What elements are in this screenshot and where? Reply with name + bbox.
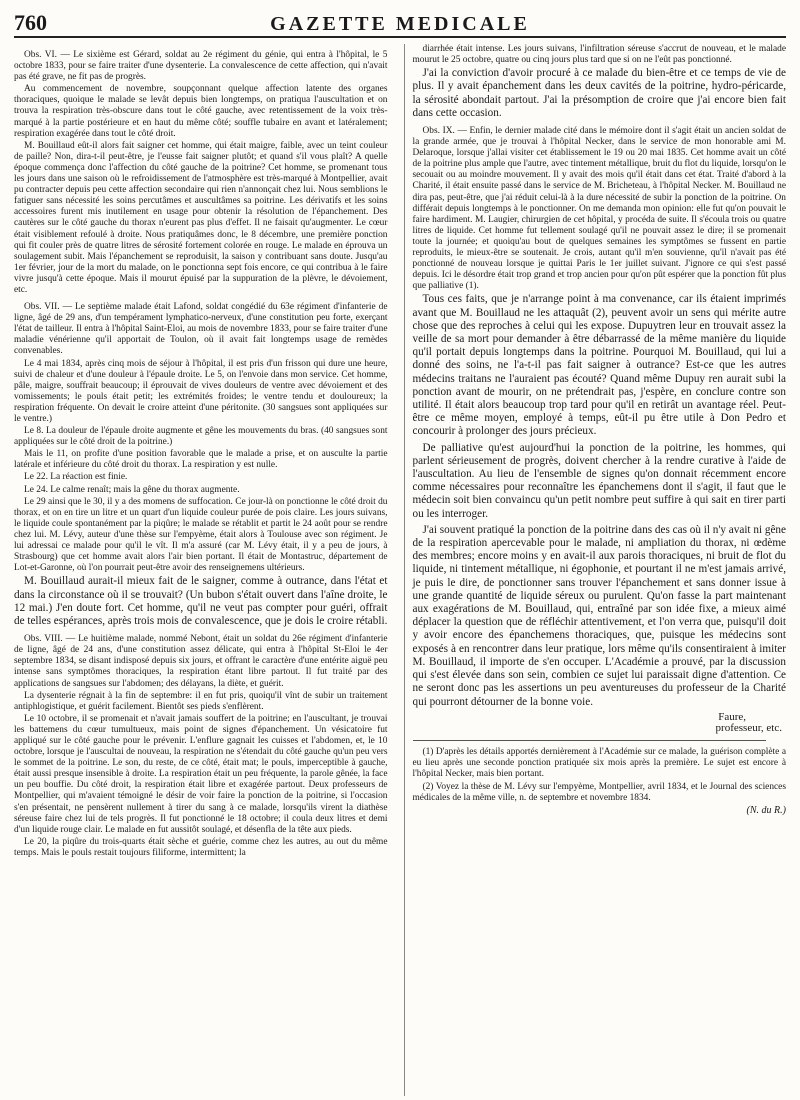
- article-paragraph: Obs. VIII. — Le huitième malade, nommé Nebont, était un soldat du 26e régiment d'infanterie de ligne, âgé de 24 ans, d'une constitution assez délicate, qui entra à l'hôpital St-Eloi le 4er septembre 1834, se disant indisposé depuis six jours, et offrant le caractère d'une entérite aiguë peu intense sans symptômes thoraciques, la respiration étant libre partout. Il fut traité par des applications de sangsues sur l'abdomen; des délayans, la diète, et guérit.: [14, 634, 388, 689]
- footnote: (1) D'après les détails apportés dernièrement à l'Académie sur ce malade, la guérison complète a eu lieu après une seconde ponction pratiquée six mois après la première. Le sujet est encore à l'hôpital Necker, mais bien portant.: [412, 746, 786, 780]
- footnote-separator: [413, 740, 767, 741]
- footnote: (2) Voyez la thèse de M. Lévy sur l'empyème, Montpellier, avril 1834, et le Journal des sciences médicales de la même ville, n. de septembre et novembre 1834.: [412, 781, 786, 803]
- article-paragraph: Le 8. La douleur de l'épaule droite augmente et gêne les mouvements du bras. (40 sangsues sont appliquées sur le côté droit de la poitrine.): [14, 426, 388, 448]
- page-number: 760: [14, 10, 47, 35]
- article-paragraph: M. Bouillaud aurait-il mieux fait de le saigner, comme à outrance, dans l'état et dans la circonstance où il se trouvait? (Un bubon s'était ouvert dans l'aîne droite, le 12 mai.) J'en doute fort. Cet homme, qu'il ne veut pas compter pour guéri, offrait de telles espérances, après trois mois de convalescence, que je dois le croire rétabli.: [14, 575, 388, 627]
- article-paragraph: Mais le 11, on profite d'une position favorable que le malade a prise, et on ausculte la partie latérale et inférieure du côté droit du thorax. La respiration y est nulle.: [14, 449, 388, 471]
- article-paragraph: La dysenterie régnait à la fin de septembre: il en fut pris, quoiqu'il vînt de subir un traitement antiphlogistique, et guérit facilement. Bientôt ses pieds s'enflèrent.: [14, 690, 388, 712]
- signature-title: professeur, etc.: [715, 721, 782, 734]
- footnote-signature: (N. du R.): [746, 804, 786, 816]
- article-paragraph: Au commencement de novembre, soupçonnant quelque affection latente des organes thoraciques, quoique le malade se levât depuis bien longtemps, on pratiqua l'auscultation et on trouva la respiration très-obscure dans tout le côté gauche, avec retentissement de la voix très-marqué à la partie postérieure et en haut du même côté; souffle tubaire en avant et latéralement; respiration exagérée dans tout le côté droit.: [14, 84, 388, 139]
- article-paragraph: J'ai la conviction d'avoir procuré à ce malade du bien-être et ce temps de vie de plus. Il y avait épanchement dans les deux cavités de la poitrine, hydro-péricarde, la sérosité abondait partout. J'ai la présomption de croire que j'ai encore bien fait dans cette occasion.: [412, 67, 786, 119]
- article-paragraph: Obs. VI. — Le sixième est Gérard, soldat au 2e régiment du génie, qui entra à l'hôpital, le 5 octobre 1833, pour se faire traiter d'une dysenterie. La convalescence de cette affection, qui n'avait pas été grave, ne fit pas de progrès.: [14, 50, 388, 83]
- article-paragraph: Le 20, la piqûre du trois-quarts était sèche et guérie, comme chez les autres, au out du même temps. Mais le pouls restait toujours filiforme, intermittent; la: [14, 836, 388, 858]
- article-paragraph: Le 24. Le calme renaît; mais la gêne du thorax augmente.: [24, 484, 240, 495]
- footnotes: [413, 747, 787, 804]
- article-paragraph: diarrhée était intense. Les jours suivans, l'infiltration séreuse s'accrut de nouveau, et le malade mourut le 25 octobre, quatre ou cinq jours plus tard que si on ne l'eût pas ponctionné.: [412, 44, 786, 66]
- page-header: [14, 6, 786, 38]
- journal-title: GAZETTE MEDICALE: [270, 13, 530, 35]
- article-paragraph: Le 29 ainsi que le 30, il y a des momens de suffocation. Ce jour-là on ponctionne le côté droit du thorax, et on en tire un litre et un quart d'un liquide couleur purée de pois claire. Les jours suivans, le liquide coule spontanément par la piqûre; le malade se rétablit et partit le 24 août pour se rendre chez lui. M. Lévy, auteur d'une thèse sur l'empyème, était alors à Toulouse avec son régiment. Je lui adressai ce malade pour qu'il le vît. Il m'a assuré (car M. Lévy était, il y a peu de jours, à Strasbourg) que cet homme avait alors l'air bien portant. Il était de Montastruc, département de Lot-et-Garonne, où l'on pourrait peut-être avoir des renseignemens ultérieurs.: [14, 496, 388, 574]
- article-paragraph: Tous ces faits, que je n'arrange point à ma convenance, car ils étaient imprimés avant que M. Bouillaud ne les attaquât (2), peuvent avoir un sens qui mérite autre chose que des reproches à celui qui les expose. Dupuytren leur en trouvait assez la veille de sa mort pour demander à être débarrassé de la même manière du liquide qu'il portait depuis longtemps dans la poitrine. Pourquoi M. Bouillaud, qui lui a donné des soins, ne l'a-t-il pas fait saigner à outrance? Est-ce que les autres médecins traitans ne l'auraient pas écouté? Quand même Dupuy ren aurait subi la ponction avant de mourir, on ne prétendrait pas, j'espère, en conclure contre son utilité. Il était alors beaucoup trop tard pour qu'il en retirât un avantage réel. Peut-être ce même moyen, employé à temps, eût-il pu être utile à Don Pedro et concourir à prolonger des jours précieux.: [412, 293, 786, 438]
- article-paragraph: Le 22. La réaction est finie.: [24, 472, 128, 483]
- article-paragraph: Le 4 mai 1834, après cinq mois de séjour à l'hôpital, il est pris d'un frisson qui dure une heure, suivi de chaleur et d'une douleur à l'épaule droite. Le 5, on l'envoie dans mon service. Cet homme, pâle, maigre, souffrait beaucoup; il éprouvait de vives douleurs de ventre avec dévoiement et des vomissements; le pouls était petit; les extrémités froides; le ventre tendu et douloureux; la respiration fréquente. On devait le croire atteint d'une péritonite. (30 sangsues sont appliquées sur le ventre.): [14, 358, 388, 424]
- right-column: [404, 44, 787, 1096]
- article-paragraph: Le 10 octobre, il se promenait et n'avait jamais souffert de la poitrine; en l'auscultant, je trouvai les battemens du cœur tumultueux, mais point de signes d'épanchement. Un vésicatoire fut appliqué sur le côté gauche pour le prévenir. L'enflure gagnait les cuisses et l'abdomen, et, le 10 octobre, lorsque je l'auscultai de nouveau, la respiration ne s'étendait du côté gauche qu'un peu vers le sommet de la poitrine. Le son, du reste, de ce côté, était mat; le pouls, imperceptible à gauche, était aussi presque insensible à droite. La respiration était un peu fréquente, la parole gênée, la face un peu bouffie. Du côté droit, la respiration était libre et exagérée partout. Deux professeurs de Montpellier, qui m'avaient témoigné le désir de voir faire la ponction de la poitrine, si l'occasion s'en présentait, ne pensèrent nullement à tirer du sang à ce malade, lorsqu'ils virent la diathèse séreuse faire chez lui de tels progrès. Il fut ponctionné le 18 octobre; il coula deux litres et demi d'un liquide rouge clair. Le malade en fut aussitôt soulagé, et désenfla de la tête aux pieds.: [14, 713, 388, 835]
- article-paragraph: J'ai souvent pratiqué la ponction de la poitrine dans des cas où il n'y avait ni gêne de la respiration apercevable pour le malade, ni ampliation du thorax, ni œdème des membres; encore moins y en avait-il aux parois thoraciques, ni bruit de flot du liquide, ni tintement métallique, ni égophonie, et pourtant il ne m'est jamais arrivé, je puis le dire, de ponctionner sans trouver l'épanchement et sans donner issue à une grande quantité de liquide séreux ou purulent. Qu'on fasse la part maintenant aux exagérations de M. Bouillaud, qui, entraîné par son idée fixe, a mieux aimé déplacer la question que de réfléchir attentivement, et l'on verra que, puisqu'il doit y avoir encore des épanchemens thoraciques, que, puisque les médecins sont exposés à en rencontrer dans leur pratique, lors même qu'ils consentiraient à imiter M. Bouillaud, il importe de s'en occuper. L'Académie a prouvé, par la discussion qui s'est élevée dans son sein, combien ce sujet lui paraissait digne d'attention. Ce ne seront donc pas les assertions un peu aventureuses du professeur de la Charité qui pourront détourner de la bonne voie.: [412, 523, 786, 708]
- signature-name: Faure,: [718, 710, 746, 723]
- article-paragraph: M. Bouillaud eût-il alors fait saigner cet homme, qui était maigre, faible, avec un teint couleur de paille? Non, dira-t-il peut-être, je l'eusse fait saigner plutôt; et quand s'il vous plaît? A quelle époque commença donc l'affection du côté gauche de la poitrine? Cet homme, se promenant tous les jours dans une saison où le refroidissement de l'atmosphère est très-marqué à Montpellier, avait pu contracter depuis peu cette affection secondaire qui rien n'annonçait chez lui. Nous semblions le fatiguer sans nécessité les soins percutâmes et auscultâmes sa poitrine. Les dérivatifs et les soins accessoires furent mis inutilement en usage pour obtenir la résolution de l'épanchement. Des cautères sur le côté gauche du thorax n'eurent pas plus d'effet. Il ne faisait qu'augmenter. Le cœur était visiblement refoulé à droite. Nous pratiquâmes donc, le 8 décembre, une première ponction qui fit couler près de quatre litres de sérosité fortement colorée en rouge. Le malade en éprouva un soulagement subit. Mais l'épanchement se reproduisit, la saison y contribuant sans doute. Jusqu'au 1er février, jour de la mort du malade, on le ponctionna sept fois encore, ce qui contribua à le faire vivre jusqu'à cette époque. Mais il mourut épuisé par la suppuration de la plèvre, le dévoiement, etc.: [14, 140, 388, 295]
- article-columns: [14, 44, 786, 1096]
- left-column: [14, 44, 388, 1096]
- article-paragraph: De palliative qu'est aujourd'hui la ponction de la poitrine, les hommes, qui parlent sérieusement de progrès, doivent chercher à la rendre curative à l'aide de l'auscultation. Au lieu de l'ensemble de signes qu'on donnait récemment encore comme nécessaires pour reconnaître les épanchemens dont il s'agit, il faut que le médecin soit bien convaincu qu'un petit nombre peut suffire à qui sait en tirer parti ou les interroger.: [412, 441, 786, 520]
- article-paragraph: Obs. VII. — Le septième malade était Lafond, soldat congédié du 63e régiment d'infanterie de ligne, âgé de 29 ans, d'un tempérament lymphatico-nerveux, d'une constitution peu forte, exerçant l'état de tailleur. Il entra à l'hôpital Saint-Eloi, au mois de novembre 1833, pour se faire traiter d'une maladie vénérienne qu'il apportait de Toulon, où il avait fait longtemps usage de remèdes convenables.: [14, 302, 388, 357]
- article-paragraph: Obs. IX. — Enfin, le dernier malade cité dans le mémoire dont il s'agit était un ancien soldat de la grande armée, que je trouvai à l'hôpital Necker, dans le service de mon honorable ami M. Delaroque, lorsque j'allai visiter cet établissement le 19 ou 20 mai 1835. Cet homme avait un côté de la poitrine plus ample que l'autre, avec tintement métallique, bruit du flot du liquide, lorsqu'on le secouait ou au moindre mouvement. Il y avait des mois qu'il était dans cet état. Traité d'abord à la Charité, il était ensuite passé dans le service de M. Bricheteau, à l'hôpital Necker. M. Bouillaud ne dira pas, peut-être, que j'ai réduit celui-là à la dure nécessité de subir la ponction de la poitrine. On différait depuis longtemps à le ponctionner. On me demanda mon opinion: elle fut qu'on pouvait le faire hardiment. M. Laugier, chirurgien de cet hôpital, y procéda de suite. Il s'écoula trois ou quatre litres de liquide. Cet homme fut tellement soulagé qu'il ne pouvait assez le dire; il se promenait toute la journée; et quoiqu'au bout de quelques semaines les symptômes se fussent en partie reproduits, le mieux-être se soutenait. Je crois, autant qu'il m'en souvienne, qu'il n'avait pas été ponctionné de nouveau lorsque je quittai Paris le 1er juillet suivant. J'ignore ce qui s'est passé depuis. Ici le désordre était trop grand et trop ancien pour qu'on pût espérer que la ponction fût plus que palliative (1).: [412, 126, 786, 292]
- right-column-text: [413, 44, 787, 709]
